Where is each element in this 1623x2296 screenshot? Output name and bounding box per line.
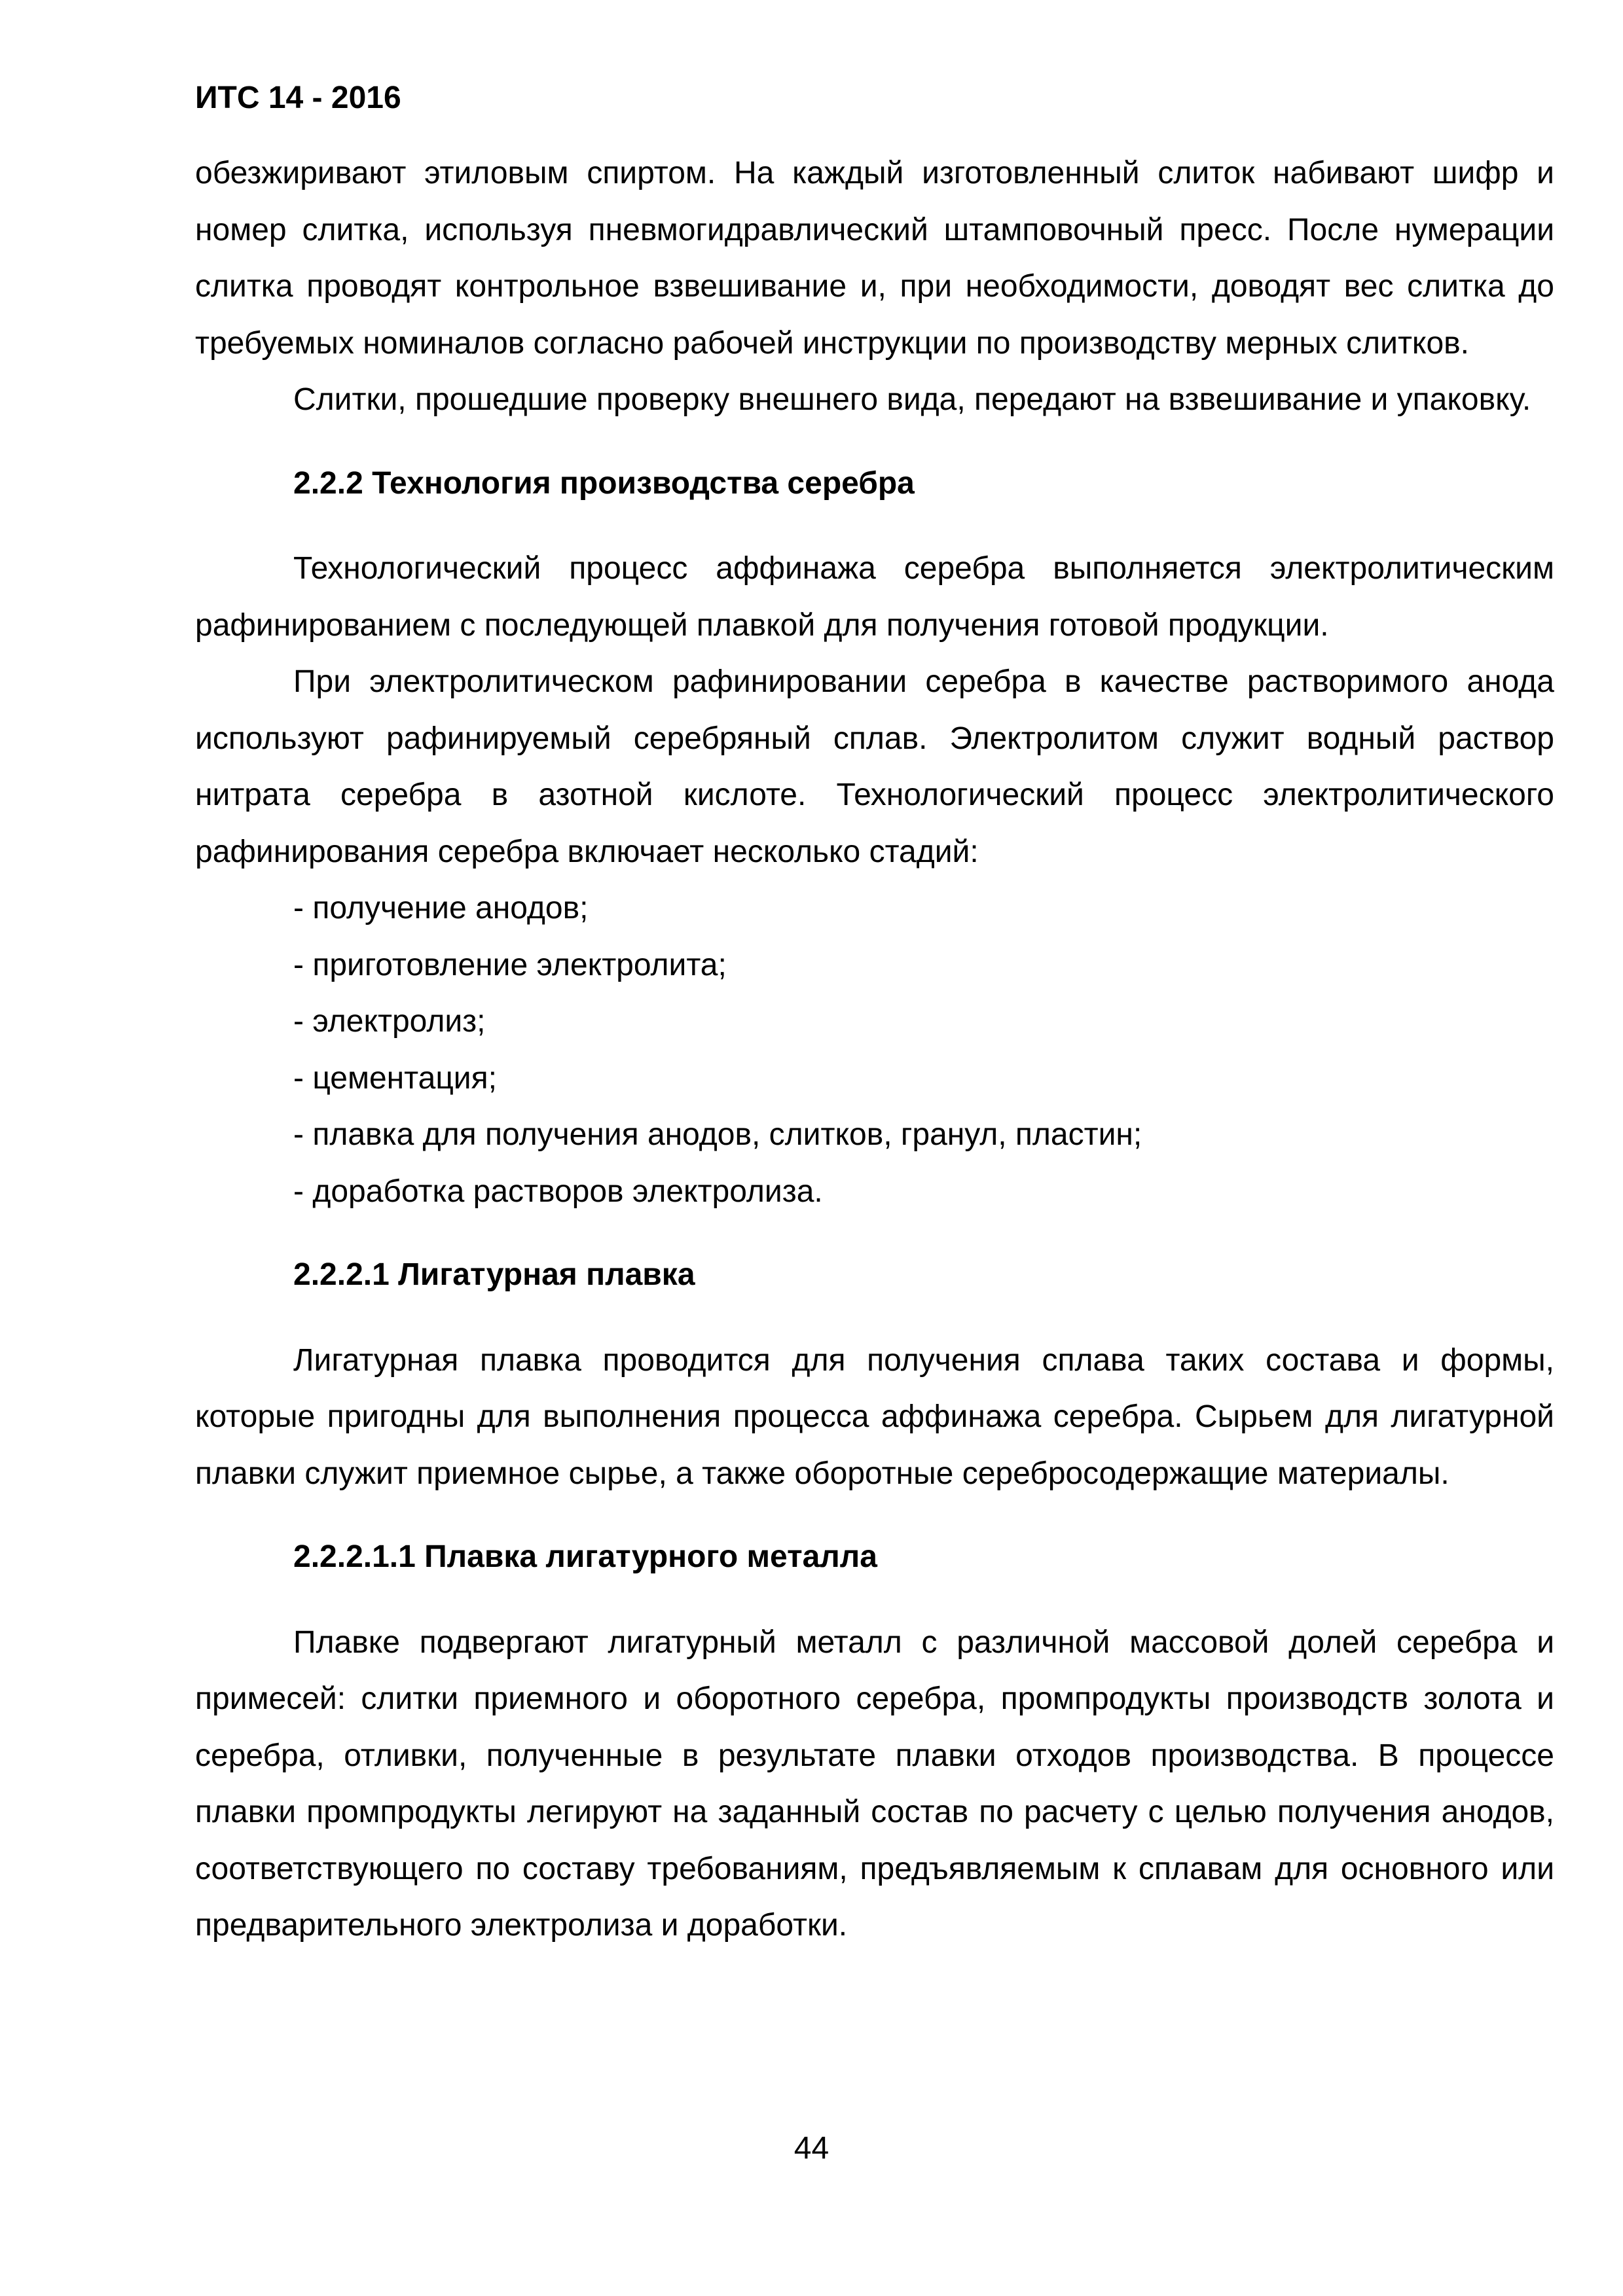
list-item: - доработка растворов электролиза.: [293, 1174, 823, 1209]
list-item: - электролиз;: [293, 1004, 486, 1039]
section-heading-ligature-melting: 2.2.2.1 Лигатурная плавка: [293, 1257, 695, 1292]
list-item: - приготовление электролита;: [293, 947, 727, 982]
list-item: - плавка для получения анодов, слитков, гранул, пластин;: [293, 1117, 1142, 1152]
paragraph-electrolytic-refining: При электролитическом рафинировании серебра в качестве растворимого анода используют рафинируемый серебряный сплав. Электролитом служит водный раствор нитрата серебра в азотной кислоте. Технологический процесс электролитического рафинирования серебра включает несколько стадий:: [195, 664, 1554, 869]
paragraph-ligature-melting: Лигатурная плавка проводится для получения сплава таких состава и формы, которые пригодны для выполнения процесса аффинажа серебра. Сырьем для лигатурной плавки служит приемное сырье, а также оборотные серебросодержащие материалы.: [195, 1342, 1554, 1491]
list-item: - цементация;: [293, 1060, 497, 1096]
paragraph-packaging: Слитки, прошедшие проверку внешнего вида, передают на взвешивание и упаковку.: [293, 382, 1531, 417]
stages-list: [195, 880, 1554, 1220]
section-heading-silver-production: 2.2.2 Технология производства серебра: [293, 465, 915, 501]
list-item: - получение анодов;: [293, 891, 589, 925]
page-number: 44: [793, 2131, 830, 2166]
document-body: [195, 145, 1554, 1954]
document-header: ИТС 14 - 2016: [195, 81, 401, 115]
paragraph-ingot-marking: обезжиривают этиловым спиртом. На каждый изготовленный слиток набивают шифр и номер слитка, используя пневмогидравлический штамповочный пресс. После нумерации слитка проводят контрольное взвешивание и, при необходимости, доводят вес слитка до требуемых номиналов согласно рабочей инструкции по производству мерных слитков.: [195, 156, 1554, 361]
paragraph-refining-process: Технологический процесс аффинажа серебра выполняется электролитическим рафинированием с последующей плавкой для получения готовой продукции.: [195, 551, 1554, 643]
paragraph-ligature-metal-melting: Плавке подвергают лигатурный металл с различной массовой долей серебра и примесей: слитки приемного и оборотного серебра, промпродукты производств золота и серебра, отливки, полученные в результате плавки отходов производства. В процессе плавки промпродукты легируют на заданный состав по расчету с целью получения анодов, соответствующего по составу требованиям, предъявляемым к сплавам для основного или предварительного электролиза и доработки.: [195, 1624, 1554, 1943]
section-heading-ligature-metal-melting: 2.2.2.1.1 Плавка лигатурного металла: [293, 1539, 877, 1574]
